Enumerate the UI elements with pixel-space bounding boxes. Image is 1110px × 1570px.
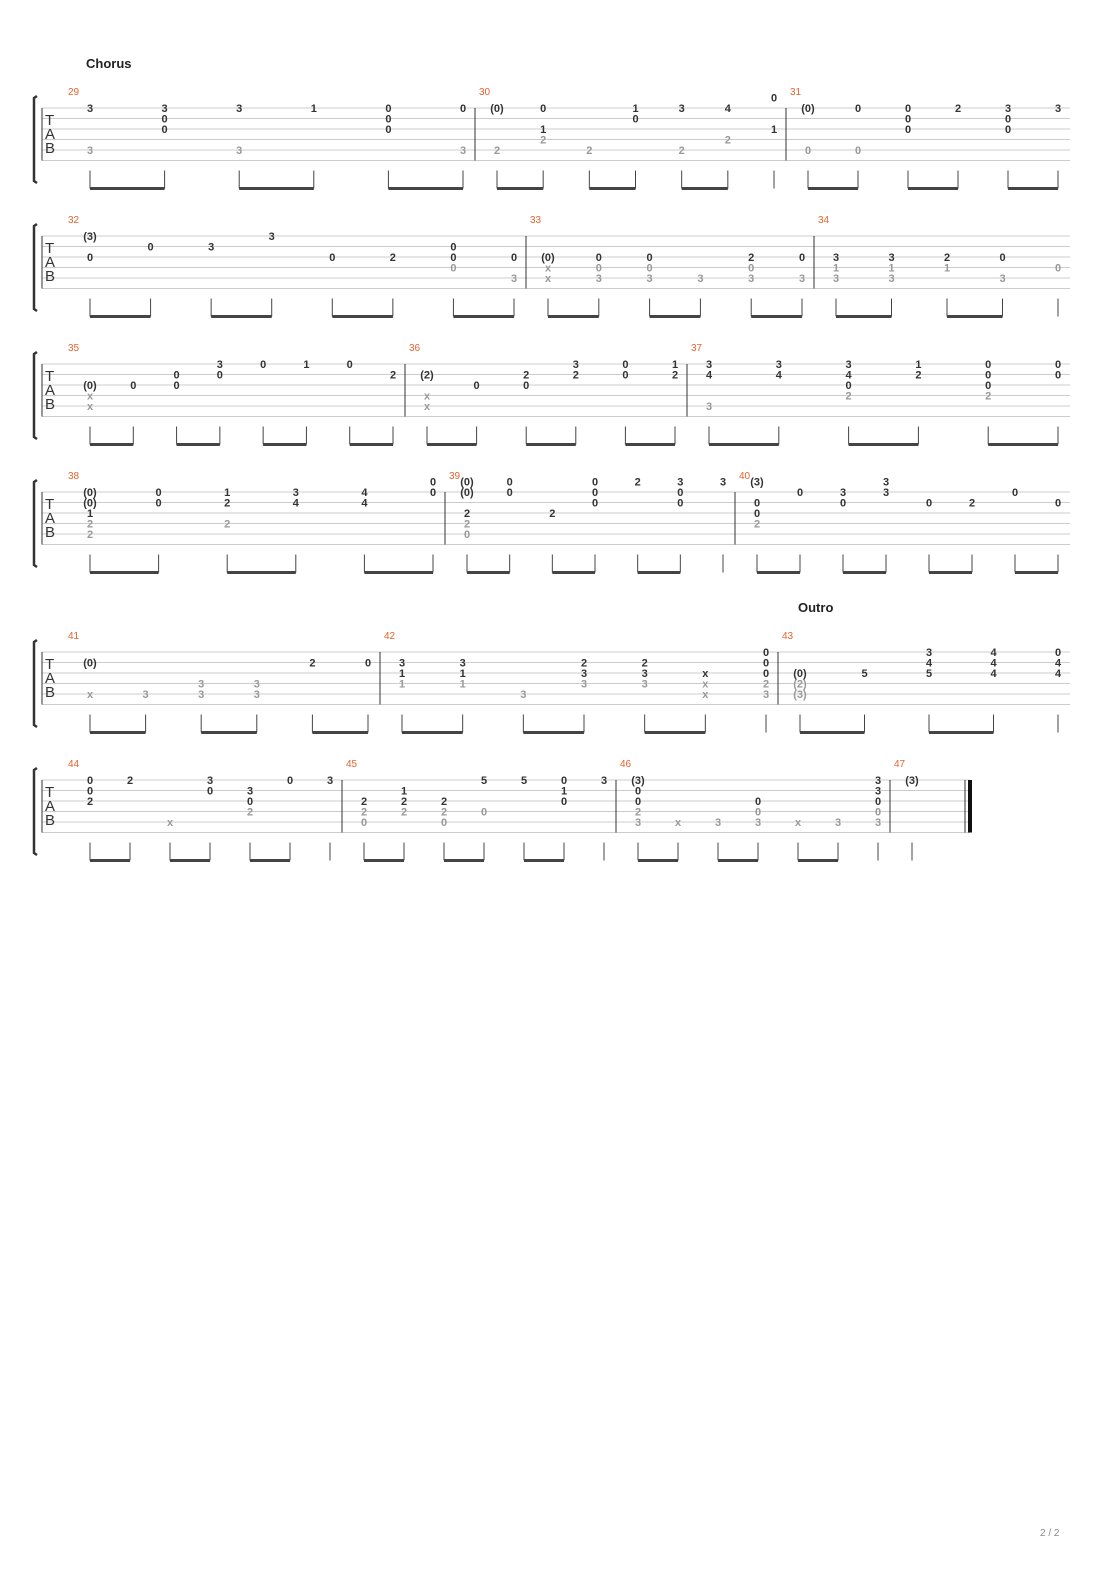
- fret-number: 0: [540, 103, 547, 115]
- fret-number: (0): [541, 252, 555, 264]
- fret-number: 3: [646, 273, 653, 285]
- fret-number: 5: [925, 668, 933, 680]
- fret-number: 0: [360, 817, 368, 829]
- bar-number: 32: [68, 215, 80, 226]
- fret-number: 2: [493, 145, 501, 157]
- fret-number: 1: [303, 359, 310, 371]
- fret-number: 1: [398, 668, 406, 680]
- fret-number: 0: [804, 145, 812, 157]
- fret-number: (0): [460, 476, 474, 489]
- fret-number: 0: [480, 806, 488, 819]
- fret-number: 2: [549, 508, 556, 520]
- fret-number: 2: [224, 497, 231, 510]
- fret-number: 2: [400, 796, 408, 808]
- fret-number: x: [544, 262, 552, 275]
- fret-number: 4: [990, 668, 997, 680]
- fret-number: 0: [206, 785, 214, 798]
- fret-number: 1: [915, 359, 922, 371]
- fret-number: x: [702, 668, 709, 680]
- bar-number: 29: [68, 87, 80, 98]
- fret-number: 0: [985, 380, 992, 392]
- fret-number: 0: [904, 103, 912, 115]
- fret-number: 5: [520, 775, 528, 787]
- fret-number: 1: [943, 262, 951, 275]
- fret-number: 0: [874, 796, 882, 808]
- fret-number: 0: [506, 476, 513, 489]
- fret-number: 0: [506, 487, 513, 499]
- fret-number: 4: [361, 487, 368, 499]
- fret-number: 0: [130, 380, 137, 392]
- fret-number: (0): [83, 497, 97, 510]
- fret-number: 1: [400, 785, 408, 798]
- fret-number: 2: [389, 369, 397, 382]
- fret-number: x: [86, 401, 94, 413]
- fret-number: 0: [1004, 113, 1012, 126]
- fret-number: x: [86, 390, 94, 403]
- fret-number: 2: [634, 806, 642, 819]
- fret-number: 1: [560, 785, 568, 798]
- bar-number: 43: [782, 631, 794, 642]
- fret-number: 3: [326, 775, 334, 787]
- fret-number: 3: [874, 785, 882, 798]
- fret-number: 4: [292, 497, 299, 510]
- fret-number: (3): [750, 476, 764, 489]
- fret-number: 4: [705, 369, 713, 382]
- fret-number: 0: [1004, 124, 1012, 136]
- tab-clef-letter: T: [45, 240, 55, 257]
- fret-number: 3: [580, 668, 588, 680]
- fret-number: (3): [83, 231, 97, 243]
- tab-clef-letter: A: [45, 254, 56, 271]
- fret-number: 1: [459, 678, 466, 691]
- fret-number: 0: [173, 369, 180, 382]
- fret-number: 3: [1054, 103, 1062, 115]
- fret-number: 2: [968, 497, 976, 510]
- fret-number: 2: [86, 796, 94, 808]
- tab-clef-letter: T: [45, 112, 55, 129]
- fret-number: 3: [832, 252, 840, 264]
- fret-number: x: [166, 817, 174, 829]
- bar-number: 36: [409, 343, 421, 354]
- system-bracket: [34, 96, 37, 183]
- fret-number: 3: [714, 817, 722, 829]
- fret-number: 1: [632, 103, 639, 115]
- fret-number: 3: [292, 487, 299, 499]
- fret-number: 2: [440, 806, 448, 819]
- fret-number: 3: [641, 668, 648, 680]
- fret-number: 0: [86, 775, 94, 787]
- fret-number: 0: [634, 796, 642, 808]
- fret-number: 0: [260, 359, 267, 371]
- fret-number: (2): [420, 369, 434, 382]
- fret-number: 3: [999, 273, 1006, 285]
- fret-number: 0: [450, 241, 457, 254]
- tab-clef-letter: T: [45, 496, 55, 513]
- fret-number: 3: [882, 487, 890, 499]
- fret-number: 3: [398, 657, 406, 670]
- fret-number: 3: [208, 241, 215, 254]
- fret-number: 4: [845, 369, 852, 382]
- fret-number: 2: [724, 134, 731, 147]
- fret-number: 3: [678, 103, 685, 115]
- fret-number: 3: [253, 689, 260, 701]
- fret-number: 3: [641, 678, 648, 691]
- fret-number: 4: [925, 657, 933, 670]
- fret-number: 0: [762, 647, 770, 659]
- tab-clef-letter: A: [45, 382, 56, 399]
- fret-number: 0: [677, 497, 684, 510]
- fret-number: 3: [705, 401, 713, 413]
- fret-number: 0: [754, 796, 762, 808]
- fret-number: 2: [463, 508, 471, 520]
- fret-number: 2: [762, 678, 770, 691]
- fret-number: 3: [459, 145, 467, 157]
- fret-number: 0: [925, 497, 933, 510]
- fret-number: 0: [429, 476, 437, 489]
- fret-number: 3: [161, 103, 168, 115]
- fret-number: 0: [459, 103, 467, 115]
- fret-number: 3: [198, 689, 205, 701]
- fret-number: 0: [839, 497, 847, 510]
- fret-number: (0): [801, 103, 815, 115]
- fret-number: 4: [1054, 668, 1062, 680]
- fret-number: 0: [999, 252, 1006, 264]
- tab-clef-letter: B: [45, 524, 56, 541]
- fret-number: (0): [83, 380, 97, 392]
- fret-number: 1: [540, 124, 547, 136]
- fret-number: 2: [309, 657, 316, 670]
- fret-number: x: [86, 689, 94, 701]
- fret-number: 3: [253, 678, 260, 691]
- fret-number: 0: [646, 252, 653, 264]
- fret-number: 0: [762, 657, 770, 670]
- fret-number: 0: [1054, 369, 1062, 382]
- fret-number: 3: [888, 273, 895, 285]
- tab-clef-letter: B: [45, 396, 56, 413]
- fret-number: 0: [473, 380, 480, 392]
- fret-number: 0: [591, 476, 599, 489]
- system-bracket: [34, 224, 37, 311]
- fret-number: 4: [990, 657, 997, 670]
- bar-number: 42: [384, 631, 396, 642]
- fret-number: 3: [236, 103, 243, 115]
- fret-number: 2: [572, 369, 579, 382]
- fret-number: (3): [793, 689, 807, 701]
- fret-number: 2: [634, 476, 641, 489]
- fret-number: 0: [155, 497, 162, 510]
- fret-number: 2: [440, 796, 448, 808]
- fret-number: (0): [83, 657, 97, 670]
- fret-number: 0: [1011, 487, 1019, 499]
- bar-number: 45: [346, 759, 358, 770]
- fret-number: 3: [719, 476, 727, 489]
- fret-number: 0: [385, 113, 392, 126]
- bar-number: 34: [818, 215, 830, 226]
- fret-number: 0: [86, 252, 94, 264]
- fret-number: 2: [246, 806, 254, 819]
- tab-clef-letter: A: [45, 670, 56, 687]
- fret-number: 4: [724, 103, 731, 115]
- bar-number: 38: [68, 471, 80, 482]
- fret-number: 3: [268, 231, 275, 243]
- fret-number: 2: [224, 518, 231, 531]
- fret-number: 3: [634, 817, 642, 829]
- fret-number: 3: [748, 273, 755, 285]
- fret-number: 0: [1054, 359, 1062, 371]
- fret-number: 3: [216, 359, 223, 371]
- fret-number: 0: [523, 380, 530, 392]
- fret-number: 1: [86, 508, 94, 520]
- fret-number: 2: [915, 369, 922, 382]
- fret-number: 0: [450, 252, 457, 264]
- final-barline-thick: [968, 780, 972, 833]
- fret-number: 5: [861, 668, 868, 680]
- fret-number: 0: [450, 262, 457, 275]
- fret-number: 2: [360, 806, 368, 819]
- fret-number: 2: [678, 145, 685, 157]
- fret-number: 3: [142, 689, 149, 701]
- fret-number: 3: [520, 689, 527, 701]
- tab-clef-letter: A: [45, 798, 56, 815]
- fret-number: 1: [224, 487, 231, 499]
- bar-number: 44: [68, 759, 80, 770]
- fret-number: 0: [216, 369, 223, 382]
- fret-number: 2: [954, 103, 962, 115]
- fret-number: 3: [580, 678, 588, 691]
- fret-number: 3: [925, 647, 933, 659]
- fret-number: 0: [591, 497, 599, 510]
- tab-clef-letter: B: [45, 268, 56, 285]
- fret-number: 2: [523, 369, 530, 382]
- fret-number: x: [794, 817, 802, 829]
- fret-number: 3: [572, 359, 579, 371]
- bar-number: 33: [530, 215, 542, 226]
- fret-number: (0): [460, 487, 474, 499]
- fret-number: 1: [888, 262, 895, 275]
- fret-number: 0: [632, 113, 639, 126]
- bar-number: 46: [620, 759, 632, 770]
- fret-number: 0: [440, 817, 448, 829]
- fret-number: 3: [86, 145, 94, 157]
- fret-number: (2): [793, 678, 807, 691]
- page-number: 2 / 2: [1040, 1528, 1060, 1539]
- tab-clef-letter: T: [45, 368, 55, 385]
- fret-number: 0: [985, 359, 992, 371]
- fret-number: 2: [641, 657, 648, 670]
- fret-number: x: [674, 817, 682, 829]
- fret-number: 0: [753, 497, 761, 510]
- fret-number: 3: [677, 476, 684, 489]
- fret-number: 3: [206, 775, 214, 787]
- fret-number: 0: [796, 487, 804, 499]
- fret-number: 3: [832, 273, 840, 285]
- fret-number: 2: [463, 518, 471, 531]
- tab-clef-letter: T: [45, 784, 55, 801]
- fret-number: 2: [985, 390, 992, 403]
- fret-number: 2: [943, 252, 951, 264]
- tab-clef-letter: B: [45, 140, 56, 157]
- fret-number: 2: [400, 806, 408, 819]
- fret-number: x: [423, 390, 431, 403]
- fret-number: 2: [126, 775, 134, 787]
- fret-number: 0: [985, 369, 992, 382]
- fret-number: 2: [671, 369, 679, 382]
- fret-number: 0: [286, 775, 294, 787]
- fret-number: 2: [753, 518, 761, 531]
- fret-number: (0): [793, 668, 807, 680]
- fret-number: 0: [161, 124, 168, 136]
- fret-number: 0: [246, 796, 254, 808]
- fret-number: 0: [385, 103, 392, 115]
- fret-number: 3: [775, 359, 782, 371]
- fret-number: 0: [753, 508, 761, 520]
- fret-number: 0: [754, 806, 762, 819]
- fret-number: 3: [697, 273, 704, 285]
- fret-number: 0: [904, 124, 912, 136]
- fret-number: 0: [1054, 647, 1062, 659]
- fret-number: x: [544, 273, 552, 285]
- fret-number: 3: [236, 145, 243, 157]
- fret-number: x: [423, 401, 431, 413]
- fret-number: 0: [677, 487, 684, 499]
- fret-number: 0: [329, 252, 336, 264]
- fret-number: 0: [904, 113, 912, 126]
- fret-number: 0: [346, 359, 353, 371]
- system-bracket: [34, 352, 37, 439]
- fret-number: 5: [480, 775, 488, 787]
- fret-number: 3: [510, 273, 518, 285]
- fret-number: 2: [540, 134, 547, 147]
- fret-number: 2: [580, 657, 588, 670]
- fret-number: 3: [198, 678, 205, 691]
- fret-number: 1: [398, 678, 406, 691]
- fret-number: 3: [595, 273, 602, 285]
- fret-number: 3: [705, 359, 713, 371]
- fret-number: 0: [622, 369, 629, 382]
- fret-number: 2: [845, 390, 852, 403]
- fret-number: 0: [385, 124, 392, 136]
- fret-number: 3: [834, 817, 842, 829]
- fret-number: 0: [560, 796, 568, 808]
- fret-number: 3: [845, 359, 852, 371]
- fret-number: 1: [310, 103, 317, 115]
- fret-number: x: [702, 678, 709, 691]
- fret-number: 3: [246, 785, 254, 798]
- fret-number: 0: [798, 252, 806, 264]
- fret-number: 0: [155, 487, 162, 499]
- fret-number: 2: [748, 252, 755, 264]
- fret-number: 3: [762, 689, 770, 701]
- fret-number: 0: [86, 785, 94, 798]
- tab-clef-letter: A: [45, 126, 56, 143]
- fret-number: 4: [990, 647, 997, 659]
- fret-number: 0: [1054, 262, 1062, 275]
- fret-number: 3: [754, 817, 762, 829]
- fret-number: 0: [364, 657, 372, 670]
- fret-number: (0): [490, 103, 504, 115]
- system-bracket: [34, 640, 37, 727]
- fret-number: 2: [86, 518, 94, 531]
- fret-number: 0: [147, 241, 154, 254]
- section-label: Chorus: [86, 56, 132, 71]
- fret-number: 0: [770, 92, 778, 105]
- bar-number: 31: [790, 87, 802, 98]
- fret-number: 2: [586, 145, 593, 157]
- fret-number: 0: [748, 262, 755, 275]
- fret-number: (3): [905, 775, 919, 787]
- tab-clef-letter: B: [45, 684, 56, 701]
- fret-number: 0: [634, 785, 642, 798]
- fret-number: 3: [839, 487, 847, 499]
- fret-number: 0: [429, 487, 437, 499]
- fret-number: x: [702, 689, 709, 701]
- section-label: Outro: [798, 600, 834, 615]
- fret-number: 3: [86, 103, 94, 115]
- fret-number: (0): [83, 487, 97, 499]
- fret-number: 3: [600, 775, 608, 787]
- fret-number: 0: [463, 529, 471, 541]
- fret-number: 0: [560, 775, 568, 787]
- fret-number: 0: [845, 380, 852, 392]
- fret-number: 3: [874, 775, 882, 787]
- fret-number: 3: [798, 273, 806, 285]
- bar-number: 35: [68, 343, 80, 354]
- bar-number: 39: [449, 471, 461, 482]
- fret-number: 3: [874, 817, 882, 829]
- tab-clef-letter: B: [45, 812, 56, 829]
- fret-number: 1: [832, 262, 840, 275]
- fret-number: 0: [622, 359, 629, 371]
- fret-number: 0: [591, 487, 599, 499]
- fret-number: 0: [762, 668, 770, 680]
- fret-number: 0: [874, 806, 882, 819]
- bar-number: 37: [691, 343, 703, 354]
- fret-number: 2: [389, 252, 396, 264]
- tab-clef-letter: T: [45, 656, 55, 673]
- fret-number: 0: [510, 252, 518, 264]
- fret-number: 3: [888, 252, 895, 264]
- fret-number: 3: [882, 476, 890, 489]
- fret-number: 0: [595, 262, 602, 275]
- system-bracket: [34, 768, 37, 855]
- fret-number: 2: [86, 529, 94, 541]
- fret-number: 4: [1054, 657, 1062, 670]
- fret-number: (3): [631, 775, 645, 787]
- fret-number: 0: [595, 252, 602, 264]
- system-bracket: [34, 480, 37, 567]
- fret-number: 4: [775, 369, 782, 382]
- bar-number: 47: [894, 759, 906, 770]
- fret-number: 4: [361, 497, 368, 510]
- fret-number: 3: [459, 657, 466, 670]
- fret-number: 0: [1054, 497, 1062, 510]
- bar-number: 30: [479, 87, 491, 98]
- fret-number: 1: [459, 668, 466, 680]
- bar-number: 40: [739, 471, 751, 482]
- fret-number: 0: [854, 145, 862, 157]
- fret-number: 0: [161, 113, 168, 126]
- fret-number: 0: [854, 103, 862, 115]
- bar-number: 41: [68, 631, 80, 642]
- fret-number: 0: [173, 380, 180, 392]
- fret-number: 3: [1004, 103, 1012, 115]
- fret-number: 0: [646, 262, 653, 275]
- tab-clef-letter: A: [45, 510, 56, 527]
- fret-number: 1: [671, 359, 679, 371]
- fret-number: 1: [770, 124, 778, 136]
- fret-number: 2: [360, 796, 368, 808]
